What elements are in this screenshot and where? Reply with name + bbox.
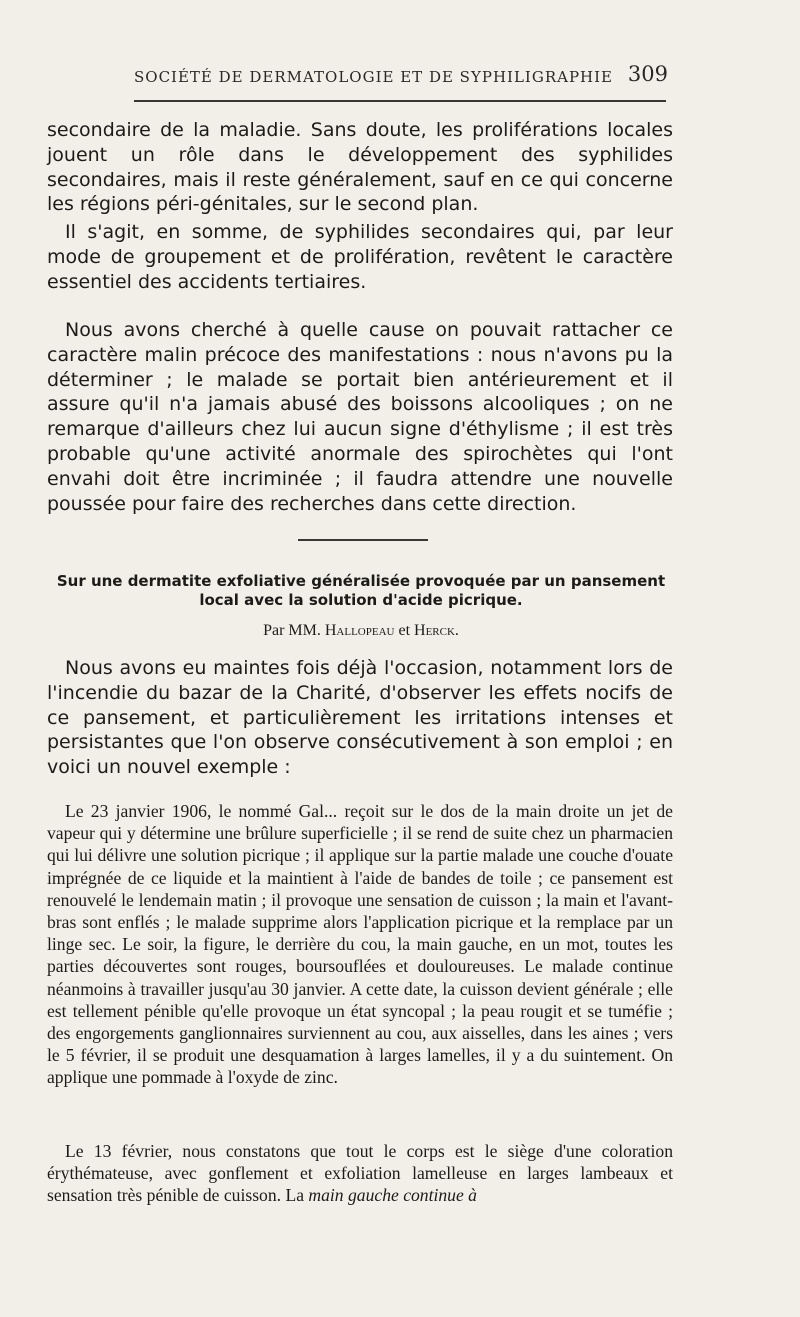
header-rule <box>134 100 666 102</box>
section-1-paragraph-1: secondaire de la maladie. Sans doute, les proliférations locales jouent un rôle dans le développement des syphilides secondaires, mais il reste généralement, sauf en ce qui concerne les régions péri-génitales, sur le second plan. <box>47 119 673 216</box>
case-paragraph-1-block <box>47 800 673 1089</box>
article-intro-block <box>47 656 673 780</box>
section-1-paragraph-1-block <box>47 118 673 217</box>
article-title: Sur une dermatite exfoliative généralisée provoquée par un pansement local avec la solution d'acide picrique. <box>56 572 666 609</box>
section-separator <box>298 539 428 541</box>
section-1-paragraph-3: Nous avons cherché à quelle cause on pouvait rattacher ce caractère malin précoce des manifestations : nous n'avons pu la déterminer ; le malade se portait bien antérieurement et il assure qu'il n'a jamais abusé des boissons alcooliques ; on ne remarque d'ailleurs chez lui aucun signe d'éthylisme ; il est très probable qu'une activité anormale des spirochètes qui l'ont envahi doit être incriminée ; il faudra attendre une nouvelle poussée pour faire des recherches dans cette direction. <box>47 319 673 515</box>
section-1-paragraph-2: Il s'agit, en somme, de syphilides secondaires qui, par leur mode de groupement et de prolifération, revêtent le caractère essentiel des accidents tertiaires. <box>47 221 673 293</box>
author-2: Herck. <box>414 622 459 639</box>
article-intro: Nous avons eu maintes fois déjà l'occasion, notamment lors de l'incendie du bazar de la Charité, d'observer les effets nocifs de ce pansement, et particulièrement les irritations intenses et persistantes que l'on observe consécutivement à son emploi ; en voici un nouvel exemple : <box>47 657 673 779</box>
case-paragraph-1: Le 23 janvier 1906, le nommé Gal... reçoit sur le dos de la main droite un jet de vapeur qui y détermine une brûlure superficielle ; il se rend de suite chez un pharmacien qui lui délivre une solution picrique ; il applique sur la partie malade une couche d'ouate imprégnée de ce liquide et la maintient à l'aide de bandes de toile ; ce pansement est renouvelé le lendemain matin ; il provoque une sensation de cuisson ; la main et l'avant-bras sont enflés ; le malade supprime alors l'application picrique et la remplace par un linge sec. Le soir, la figure, le derrière du cou, la main gauche, en un mot, toutes les parties découvertes sont rouges, boursouflées et douloureuses. Le malade continue néanmoins à travailler jusqu'au 30 janvier. A cette date, la cuisson devient générale ; elle est tellement pénible qu'elle provoque un état syncopal ; la peau rougit et se tuméfie ; des engorgements ganglionnaires surviennent au cou, aux aisselles, dans les aines ; vers le 5 février, il se produit une desquamation à larges lamelles, il y a du suintement. On applique une pommade à l'oxyde de zinc. <box>47 801 673 1088</box>
case-paragraph-2-italic: main gauche continue à <box>308 1185 477 1206</box>
section-1-paragraph-2-block <box>47 220 673 294</box>
byline <box>47 622 675 640</box>
author-1: Hallopeau <box>324 622 395 639</box>
running-header <box>134 62 670 92</box>
case-paragraph-2-text: Le 13 février, nous constatons que tout le corps est le siège d'une coloration érythémateuse, avec gonflement et exfoliation lamelleuse en larges lambeaux et sensation très pénible de cuisson. La <box>47 1141 673 1206</box>
section-1-paragraph-3-block <box>47 318 673 516</box>
byline-prefix: Par MM. <box>263 622 321 639</box>
running-title: SOCIÉTÉ DE DERMATOLOGIE ET DE SYPHILIGRAPHIE <box>134 68 614 86</box>
case-paragraph-2 <box>47 1140 673 1207</box>
case-paragraph-2-block <box>47 1140 673 1207</box>
byline-conjunction: et <box>398 622 411 639</box>
page-number: 309 <box>627 62 668 86</box>
